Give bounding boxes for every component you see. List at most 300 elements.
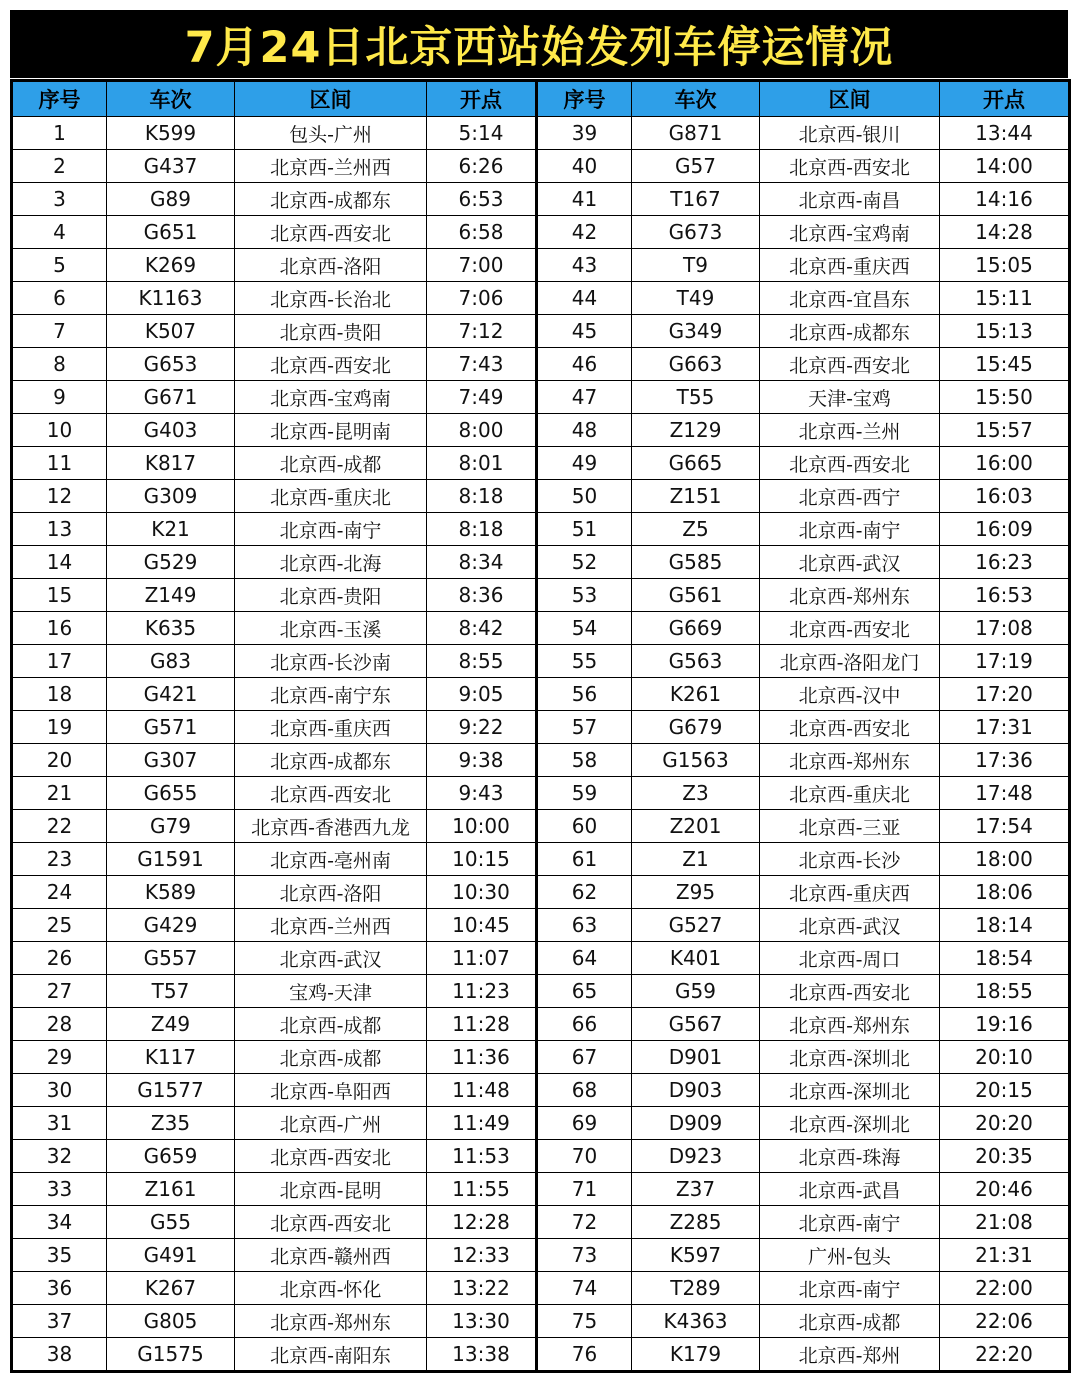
cell-departure: 8:34 xyxy=(427,546,537,579)
cell-departure: 15:11 xyxy=(940,282,1070,315)
cell-seq: 31 xyxy=(12,1107,107,1140)
cell-departure: 15:45 xyxy=(940,348,1070,381)
cell-departure: 11:07 xyxy=(427,942,537,975)
cell-route: 北京西-汉中 xyxy=(760,678,940,711)
cell-train: T49 xyxy=(632,282,760,315)
cell-route: 北京西-宝鸡南 xyxy=(235,381,427,414)
cell-route: 北京西-南宁 xyxy=(235,513,427,546)
cell-train: K4363 xyxy=(632,1305,760,1338)
table-row xyxy=(12,315,1070,348)
cell-seq: 61 xyxy=(537,843,632,876)
cell-route: 北京西-广州 xyxy=(235,1107,427,1140)
cell-departure: 14:28 xyxy=(940,216,1070,249)
cell-departure: 18:55 xyxy=(940,975,1070,1008)
header-route: 区间 xyxy=(235,81,427,117)
cell-departure: 11:36 xyxy=(427,1041,537,1074)
cell-seq: 27 xyxy=(12,975,107,1008)
cell-departure: 14:16 xyxy=(940,183,1070,216)
cell-train: G491 xyxy=(107,1239,235,1272)
cell-train: G805 xyxy=(107,1305,235,1338)
cell-seq: 43 xyxy=(537,249,632,282)
cell-route: 北京西-西安北 xyxy=(235,777,427,810)
cell-train: Z285 xyxy=(632,1206,760,1239)
cell-route: 北京西-重庆西 xyxy=(760,876,940,909)
cell-train: G309 xyxy=(107,480,235,513)
cell-departure: 18:00 xyxy=(940,843,1070,876)
cell-train: G571 xyxy=(107,711,235,744)
cell-train: G585 xyxy=(632,546,760,579)
cell-train: K21 xyxy=(107,513,235,546)
table-row xyxy=(12,348,1070,381)
table-row xyxy=(12,843,1070,876)
cell-train: D909 xyxy=(632,1107,760,1140)
table-row xyxy=(12,1305,1070,1338)
table-row xyxy=(12,579,1070,612)
cell-departure: 8:36 xyxy=(427,579,537,612)
cell-departure: 7:06 xyxy=(427,282,537,315)
header-seq: 序号 xyxy=(537,81,632,117)
cell-route: 北京西-西安北 xyxy=(760,447,940,480)
cell-train: D903 xyxy=(632,1074,760,1107)
cell-seq: 66 xyxy=(537,1008,632,1041)
cell-route: 北京西-兰州西 xyxy=(235,909,427,942)
cell-departure: 10:30 xyxy=(427,876,537,909)
cell-route: 北京西-三亚 xyxy=(760,810,940,843)
cell-route: 北京西-西宁 xyxy=(760,480,940,513)
cell-route: 北京西-西安北 xyxy=(760,612,940,645)
cell-departure: 11:48 xyxy=(427,1074,537,1107)
cell-seq: 34 xyxy=(12,1206,107,1239)
cell-route: 北京西-重庆西 xyxy=(760,249,940,282)
cell-seq: 44 xyxy=(537,282,632,315)
cell-route: 北京西-昆明 xyxy=(235,1173,427,1206)
cell-route: 北京西-洛阳 xyxy=(235,249,427,282)
cell-train: T289 xyxy=(632,1272,760,1305)
cell-train: G655 xyxy=(107,777,235,810)
table-row xyxy=(12,183,1070,216)
cell-train: T55 xyxy=(632,381,760,414)
table-row xyxy=(12,249,1070,282)
cell-route: 北京西-长沙 xyxy=(760,843,940,876)
cell-departure: 16:53 xyxy=(940,579,1070,612)
cell-departure: 21:08 xyxy=(940,1206,1070,1239)
cell-train: K261 xyxy=(632,678,760,711)
cell-seq: 49 xyxy=(537,447,632,480)
cell-departure: 11:53 xyxy=(427,1140,537,1173)
cell-route: 北京西-武汉 xyxy=(760,909,940,942)
table-row xyxy=(12,810,1070,843)
cell-train: G57 xyxy=(632,150,760,183)
cell-route: 北京西-亳州南 xyxy=(235,843,427,876)
cell-route: 北京西-昆明南 xyxy=(235,414,427,447)
cell-seq: 3 xyxy=(12,183,107,216)
table-row xyxy=(12,414,1070,447)
cell-departure: 15:57 xyxy=(940,414,1070,447)
cell-departure: 17:48 xyxy=(940,777,1070,810)
cell-seq: 54 xyxy=(537,612,632,645)
cell-route: 北京西-南昌 xyxy=(760,183,940,216)
cell-seq: 10 xyxy=(12,414,107,447)
header-train: 车次 xyxy=(632,81,760,117)
cell-train: K599 xyxy=(107,117,235,150)
cell-departure: 11:28 xyxy=(427,1008,537,1041)
cell-seq: 69 xyxy=(537,1107,632,1140)
cell-departure: 8:55 xyxy=(427,645,537,678)
table-row xyxy=(12,744,1070,777)
cell-route: 北京西-西安北 xyxy=(760,711,940,744)
header-departure: 开点 xyxy=(940,81,1070,117)
cell-departure: 17:36 xyxy=(940,744,1070,777)
cell-route: 北京西-成都 xyxy=(760,1305,940,1338)
cell-train: G871 xyxy=(632,117,760,150)
cell-route: 北京西-阜阳西 xyxy=(235,1074,427,1107)
cell-train: G527 xyxy=(632,909,760,942)
cell-train: G55 xyxy=(107,1206,235,1239)
cell-departure: 8:01 xyxy=(427,447,537,480)
cell-departure: 11:55 xyxy=(427,1173,537,1206)
cell-route: 北京西-贵阳 xyxy=(235,315,427,348)
cell-train: G669 xyxy=(632,612,760,645)
cell-seq: 32 xyxy=(12,1140,107,1173)
cell-departure: 11:49 xyxy=(427,1107,537,1140)
cell-departure: 13:44 xyxy=(940,117,1070,150)
cell-route: 宝鸡-天津 xyxy=(235,975,427,1008)
cell-route: 北京西-北海 xyxy=(235,546,427,579)
cell-train: G557 xyxy=(107,942,235,975)
cell-departure: 15:50 xyxy=(940,381,1070,414)
cell-route: 包头-广州 xyxy=(235,117,427,150)
cell-seq: 39 xyxy=(537,117,632,150)
cell-route: 北京西-郑州东 xyxy=(760,1008,940,1041)
cell-route: 北京西-成都东 xyxy=(760,315,940,348)
cell-seq: 71 xyxy=(537,1173,632,1206)
table-row xyxy=(12,1041,1070,1074)
table-row xyxy=(12,711,1070,744)
cell-departure: 8:18 xyxy=(427,480,537,513)
cell-route: 广州-包头 xyxy=(760,1239,940,1272)
cell-departure: 21:31 xyxy=(940,1239,1070,1272)
cell-train: K117 xyxy=(107,1041,235,1074)
header-departure: 开点 xyxy=(427,81,537,117)
cell-train: G421 xyxy=(107,678,235,711)
cell-departure: 20:10 xyxy=(940,1041,1070,1074)
cell-route: 北京西-深圳北 xyxy=(760,1074,940,1107)
cell-departure: 17:54 xyxy=(940,810,1070,843)
cell-train: G1591 xyxy=(107,843,235,876)
cell-departure: 20:35 xyxy=(940,1140,1070,1173)
cell-departure: 20:15 xyxy=(940,1074,1070,1107)
cell-seq: 19 xyxy=(12,711,107,744)
cell-route: 北京西-郑州 xyxy=(760,1338,940,1372)
cell-route: 北京西-西安北 xyxy=(235,1206,427,1239)
cell-route: 北京西-西安北 xyxy=(235,216,427,249)
cell-seq: 56 xyxy=(537,678,632,711)
cell-departure: 17:31 xyxy=(940,711,1070,744)
cell-route: 北京西-武汉 xyxy=(760,546,940,579)
cell-seq: 48 xyxy=(537,414,632,447)
table-row xyxy=(12,876,1070,909)
cell-seq: 41 xyxy=(537,183,632,216)
cell-route: 北京西-赣州西 xyxy=(235,1239,427,1272)
cell-departure: 13:38 xyxy=(427,1338,537,1372)
cell-seq: 14 xyxy=(12,546,107,579)
cell-seq: 72 xyxy=(537,1206,632,1239)
cell-train: K635 xyxy=(107,612,235,645)
cell-train: T57 xyxy=(107,975,235,1008)
cell-seq: 5 xyxy=(12,249,107,282)
cell-route: 北京西-洛阳 xyxy=(235,876,427,909)
cell-seq: 46 xyxy=(537,348,632,381)
table-row xyxy=(12,282,1070,315)
cell-seq: 37 xyxy=(12,1305,107,1338)
page-title: 7月24日北京西站始发列车停运情况 xyxy=(184,22,894,73)
cell-departure: 15:05 xyxy=(940,249,1070,282)
header-row xyxy=(12,81,1070,117)
table-row xyxy=(12,678,1070,711)
cell-seq: 26 xyxy=(12,942,107,975)
table-row xyxy=(12,1107,1070,1140)
cell-seq: 36 xyxy=(12,1272,107,1305)
cell-departure: 13:30 xyxy=(427,1305,537,1338)
cell-train: K269 xyxy=(107,249,235,282)
cell-seq: 13 xyxy=(12,513,107,546)
cell-train: K401 xyxy=(632,942,760,975)
cell-seq: 6 xyxy=(12,282,107,315)
table-row xyxy=(12,150,1070,183)
cell-train: G663 xyxy=(632,348,760,381)
cell-train: D901 xyxy=(632,1041,760,1074)
table-row xyxy=(12,1338,1070,1372)
cell-seq: 4 xyxy=(12,216,107,249)
cell-seq: 47 xyxy=(537,381,632,414)
table-row xyxy=(12,975,1070,1008)
cell-route: 北京西-深圳北 xyxy=(760,1041,940,1074)
cell-train: G1575 xyxy=(107,1338,235,1372)
cell-route: 北京西-洛阳龙门 xyxy=(760,645,940,678)
cell-seq: 2 xyxy=(12,150,107,183)
cell-route: 北京西-武昌 xyxy=(760,1173,940,1206)
table-row xyxy=(12,942,1070,975)
cell-seq: 9 xyxy=(12,381,107,414)
cell-train: Z35 xyxy=(107,1107,235,1140)
table-row xyxy=(12,381,1070,414)
cell-departure: 17:08 xyxy=(940,612,1070,645)
cell-train: G529 xyxy=(107,546,235,579)
cell-route: 北京西-周口 xyxy=(760,942,940,975)
cell-route: 北京西-西安北 xyxy=(760,975,940,1008)
cell-train: G437 xyxy=(107,150,235,183)
cell-route: 北京西-重庆北 xyxy=(760,777,940,810)
cell-seq: 7 xyxy=(12,315,107,348)
cell-departure: 7:00 xyxy=(427,249,537,282)
cell-train: G83 xyxy=(107,645,235,678)
table-row xyxy=(12,546,1070,579)
cell-departure: 9:38 xyxy=(427,744,537,777)
cell-train: G59 xyxy=(632,975,760,1008)
cell-departure: 22:06 xyxy=(940,1305,1070,1338)
cell-seq: 18 xyxy=(12,678,107,711)
cell-seq: 38 xyxy=(12,1338,107,1372)
cell-train: G671 xyxy=(107,381,235,414)
cell-seq: 40 xyxy=(537,150,632,183)
cell-route: 北京西-郑州东 xyxy=(760,744,940,777)
cell-route: 北京西-西安北 xyxy=(760,150,940,183)
cell-departure: 18:06 xyxy=(940,876,1070,909)
cell-train: Z5 xyxy=(632,513,760,546)
cell-seq: 29 xyxy=(12,1041,107,1074)
cell-seq: 70 xyxy=(537,1140,632,1173)
cell-train: G665 xyxy=(632,447,760,480)
cell-departure: 16:03 xyxy=(940,480,1070,513)
cell-departure: 20:20 xyxy=(940,1107,1070,1140)
cell-seq: 52 xyxy=(537,546,632,579)
table-row xyxy=(12,1173,1070,1206)
cell-route: 天津-宝鸡 xyxy=(760,381,940,414)
cell-departure: 8:18 xyxy=(427,513,537,546)
cell-train: K267 xyxy=(107,1272,235,1305)
cell-departure: 15:13 xyxy=(940,315,1070,348)
cell-route: 北京西-郑州东 xyxy=(760,579,940,612)
cell-train: G79 xyxy=(107,810,235,843)
cell-seq: 21 xyxy=(12,777,107,810)
table-row xyxy=(12,1206,1070,1239)
cell-route: 北京西-南阳东 xyxy=(235,1338,427,1372)
table-row xyxy=(12,777,1070,810)
cell-departure: 6:26 xyxy=(427,150,537,183)
cell-seq: 20 xyxy=(12,744,107,777)
table-row xyxy=(12,909,1070,942)
cell-route: 北京西-郑州东 xyxy=(235,1305,427,1338)
cell-departure: 8:42 xyxy=(427,612,537,645)
table-row xyxy=(12,1239,1070,1272)
cell-route: 北京西-南宁东 xyxy=(235,678,427,711)
cell-seq: 45 xyxy=(537,315,632,348)
cell-departure: 22:00 xyxy=(940,1272,1070,1305)
cell-departure: 6:58 xyxy=(427,216,537,249)
cell-train: K507 xyxy=(107,315,235,348)
cell-route: 北京西-长治北 xyxy=(235,282,427,315)
cell-seq: 1 xyxy=(12,117,107,150)
header-train: 车次 xyxy=(107,81,235,117)
cell-route: 北京西-香港西九龙 xyxy=(235,810,427,843)
cell-seq: 42 xyxy=(537,216,632,249)
table-row xyxy=(12,612,1070,645)
cell-seq: 67 xyxy=(537,1041,632,1074)
cell-seq: 25 xyxy=(12,909,107,942)
cell-seq: 12 xyxy=(12,480,107,513)
table-row xyxy=(12,1074,1070,1107)
cell-departure: 7:43 xyxy=(427,348,537,381)
cell-train: G89 xyxy=(107,183,235,216)
cell-seq: 23 xyxy=(12,843,107,876)
cell-train: K589 xyxy=(107,876,235,909)
cell-departure: 7:49 xyxy=(427,381,537,414)
cell-seq: 50 xyxy=(537,480,632,513)
cell-train: K597 xyxy=(632,1239,760,1272)
table-row xyxy=(12,447,1070,480)
cell-route: 北京西-成都 xyxy=(235,447,427,480)
cell-route: 北京西-西安北 xyxy=(760,348,940,381)
cell-train: Z49 xyxy=(107,1008,235,1041)
cell-train: G651 xyxy=(107,216,235,249)
cell-seq: 60 xyxy=(537,810,632,843)
cell-departure: 8:00 xyxy=(427,414,537,447)
cell-departure: 9:22 xyxy=(427,711,537,744)
cell-departure: 16:09 xyxy=(940,513,1070,546)
header-seq: 序号 xyxy=(12,81,107,117)
cell-route: 北京西-怀化 xyxy=(235,1272,427,1305)
cell-train: G563 xyxy=(632,645,760,678)
cell-train: Z3 xyxy=(632,777,760,810)
cell-departure: 18:14 xyxy=(940,909,1070,942)
cell-train: G673 xyxy=(632,216,760,249)
cell-departure: 10:45 xyxy=(427,909,537,942)
cell-departure: 13:22 xyxy=(427,1272,537,1305)
cell-departure: 20:46 xyxy=(940,1173,1070,1206)
cell-seq: 63 xyxy=(537,909,632,942)
cell-seq: 58 xyxy=(537,744,632,777)
cell-departure: 12:33 xyxy=(427,1239,537,1272)
cell-seq: 65 xyxy=(537,975,632,1008)
table-row xyxy=(12,1008,1070,1041)
table-row xyxy=(12,645,1070,678)
cell-route: 北京西-银川 xyxy=(760,117,940,150)
cell-departure: 5:14 xyxy=(427,117,537,150)
cell-route: 北京西-宜昌东 xyxy=(760,282,940,315)
cell-departure: 16:00 xyxy=(940,447,1070,480)
cell-route: 北京西-南宁 xyxy=(760,1272,940,1305)
cell-train: Z151 xyxy=(632,480,760,513)
cell-train: T9 xyxy=(632,249,760,282)
cell-seq: 64 xyxy=(537,942,632,975)
cell-train: G1563 xyxy=(632,744,760,777)
cell-route: 北京西-兰州西 xyxy=(235,150,427,183)
cell-seq: 30 xyxy=(12,1074,107,1107)
cell-departure: 7:12 xyxy=(427,315,537,348)
cell-departure: 9:05 xyxy=(427,678,537,711)
table-row xyxy=(12,117,1070,150)
cell-train: Z201 xyxy=(632,810,760,843)
cell-seq: 24 xyxy=(12,876,107,909)
cell-route: 北京西-武汉 xyxy=(235,942,427,975)
cell-train: G561 xyxy=(632,579,760,612)
cell-departure: 16:23 xyxy=(940,546,1070,579)
table-row xyxy=(12,1140,1070,1173)
cell-seq: 35 xyxy=(12,1239,107,1272)
cell-departure: 12:28 xyxy=(427,1206,537,1239)
cell-departure: 9:43 xyxy=(427,777,537,810)
cell-seq: 8 xyxy=(12,348,107,381)
cell-seq: 57 xyxy=(537,711,632,744)
cell-train: G567 xyxy=(632,1008,760,1041)
cell-departure: 10:00 xyxy=(427,810,537,843)
table-row xyxy=(12,1272,1070,1305)
header-route: 区间 xyxy=(760,81,940,117)
cell-departure: 17:20 xyxy=(940,678,1070,711)
title-bar xyxy=(10,10,1068,78)
cell-train: T167 xyxy=(632,183,760,216)
cell-route: 北京西-重庆北 xyxy=(235,480,427,513)
cell-seq: 53 xyxy=(537,579,632,612)
cell-departure: 17:19 xyxy=(940,645,1070,678)
cell-route: 北京西-西安北 xyxy=(235,348,427,381)
table-row xyxy=(12,480,1070,513)
cell-seq: 75 xyxy=(537,1305,632,1338)
cell-route: 北京西-成都东 xyxy=(235,183,427,216)
cell-seq: 73 xyxy=(537,1239,632,1272)
cell-train: G679 xyxy=(632,711,760,744)
cell-train: K1163 xyxy=(107,282,235,315)
